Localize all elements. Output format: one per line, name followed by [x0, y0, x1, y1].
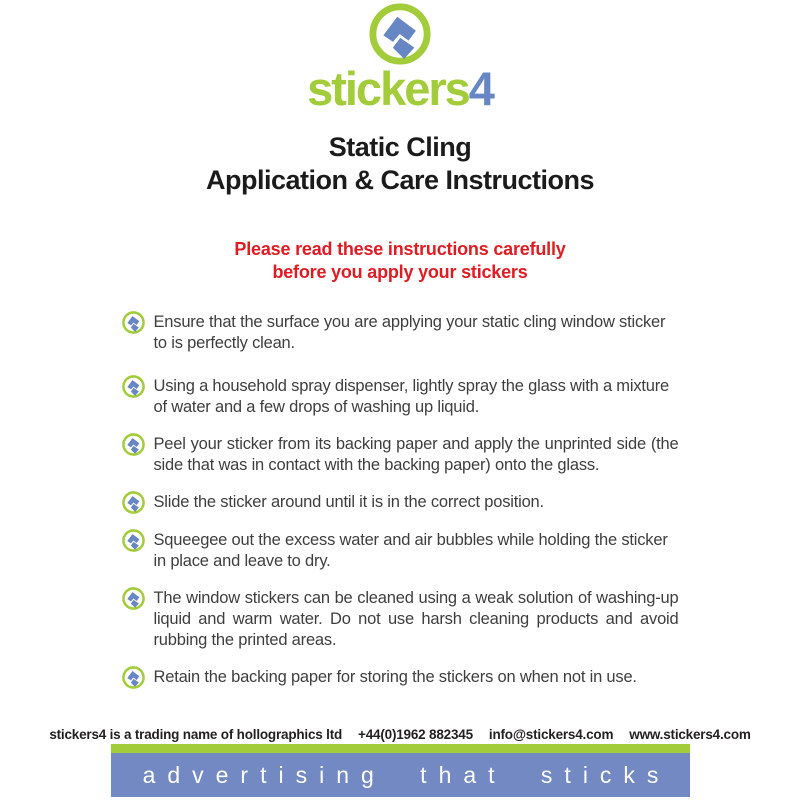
instruction-item: [122, 376, 679, 418]
stickers4-bullet-icon: [122, 587, 145, 610]
page-title-line1: Static Cling: [328, 132, 472, 163]
page-title: [0, 131, 800, 197]
banner-tagline-bar: [111, 753, 690, 797]
instruction-text: Squeegee out the excess water and air bubbles while holding the sticker in place and leave to dry.: [153, 531, 668, 571]
instruction-text: The window stickers can be cleaned using a weak solution of washing-up liquid and warm water. Do not use harsh cleaning products and avoid rubbing the printed areas.: [153, 589, 679, 650]
stickers4-logo-icon: [369, 3, 431, 65]
footer-phone: +44(0)1962 882345: [358, 727, 473, 742]
stickers4-bullet-icon: [122, 433, 145, 456]
instruction-item: [122, 312, 679, 354]
brand-wordmark: [0, 62, 800, 115]
stickers4-bullet-icon: [122, 666, 145, 689]
instruction-text: Slide the sticker around until it is in the correct position.: [153, 493, 544, 512]
tagline-text: advertising that sticks: [142, 761, 671, 788]
stickers4-bullet-icon: [122, 311, 145, 334]
page-title-line2: Application & Care Instructions: [205, 165, 595, 196]
stickers4-bullet-icon: [122, 529, 145, 552]
footer-contact-line: [0, 727, 800, 742]
instruction-text: Peel your sticker from its backing paper and apply the unprinted side (the side that was in contact with the backing paper) onto the glass.: [153, 435, 679, 475]
notice-line2: before you apply your stickers: [272, 262, 528, 283]
notice-line1: Please read these instructions carefully: [234, 239, 566, 260]
instruction-text: Ensure that the surface you are applying your static cling window sticker to is perfectly clean.: [153, 313, 666, 353]
wordmark-text-green: stickers: [307, 62, 469, 115]
footer-email: info@stickers4.com: [488, 727, 614, 742]
footer-banner: [111, 744, 690, 797]
instruction-item: [122, 492, 679, 514]
instruction-item: [122, 530, 679, 572]
banner-green-stripe: [111, 744, 690, 753]
read-carefully-notice: [0, 238, 800, 284]
wordmark-text-blue: 4: [468, 62, 493, 115]
instruction-list: [122, 312, 679, 689]
instruction-item: [122, 667, 679, 689]
instruction-item: [122, 434, 679, 476]
stickers4-bullet-icon: [122, 375, 145, 398]
stickers4-bullet-icon: [122, 491, 145, 514]
instruction-text: Retain the backing paper for storing the stickers on when not in use.: [153, 668, 637, 687]
instruction-text: Using a household spray dispenser, lightly spray the glass with a mixture of water and a few drops of washing up liquid.: [153, 377, 670, 417]
footer-trading-name: stickers4 is a trading name of hollographics ltd: [49, 727, 343, 742]
instruction-item: [122, 588, 679, 651]
footer-website: www.stickers4.com: [629, 727, 751, 742]
brand-logo: [0, 0, 800, 115]
